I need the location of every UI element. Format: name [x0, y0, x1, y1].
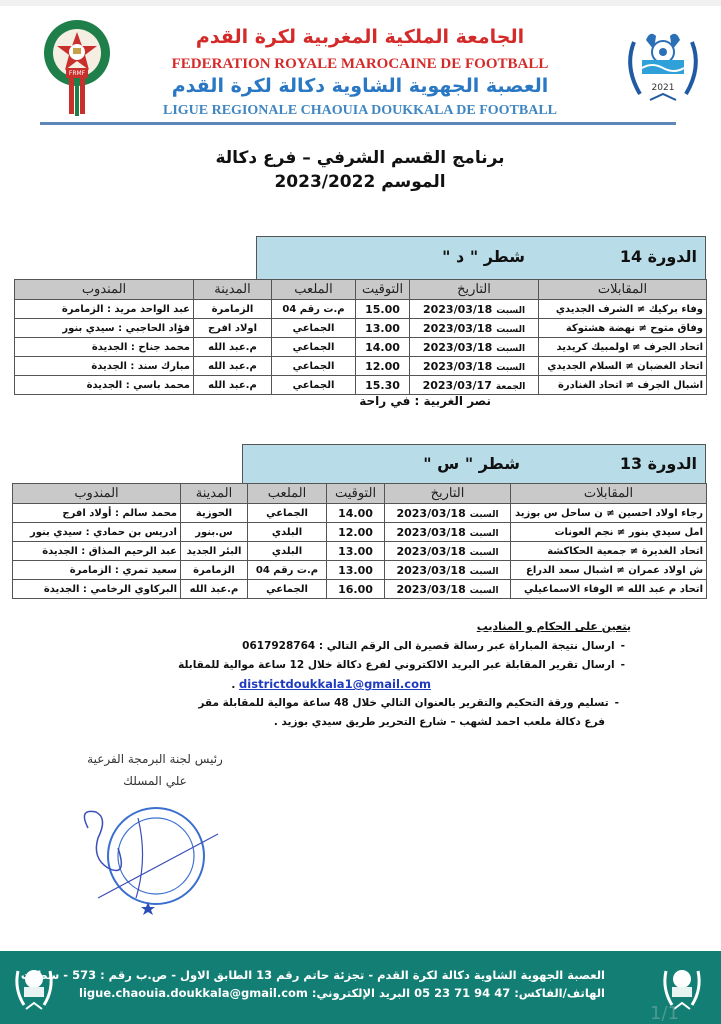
stadium-cell: م.ت رقم 04	[272, 300, 356, 319]
date-value: 2023/03/18	[396, 544, 466, 558]
signatory-role: رئيس لجنة البرمجة الفرعية	[87, 752, 223, 766]
date-cell	[385, 542, 511, 561]
bullet: -	[614, 697, 619, 709]
league-logo	[620, 22, 706, 108]
schedule-table-round-14	[14, 279, 707, 395]
group-label: شطر " د "	[442, 247, 525, 266]
date-value: 2023/03/18	[422, 340, 493, 354]
frmf-logo-text: FRMF	[68, 70, 86, 77]
col-time: التوقيت	[327, 484, 385, 504]
time-cell: 13.00	[327, 561, 385, 580]
league-name-french: LIGUE REGIONALE CHAOUIA DOUKKALA DE FOOTBALL	[162, 103, 557, 118]
city-cell: س.بنور	[181, 523, 248, 542]
table-row	[13, 523, 707, 542]
col-delegate: المندوب	[13, 484, 181, 504]
day-label: السبت	[469, 585, 499, 596]
instructions	[131, 620, 631, 732]
instruction-text: تسليم ورقة التحكيم والتقرير بالعنوان التالي خلال 48 ساعة موالية للمقابلة مقر	[198, 697, 609, 709]
date-cell	[410, 376, 539, 395]
col-matches: المقابلات	[539, 280, 707, 300]
date-value: 2023/03/18	[396, 563, 466, 577]
stadium-cell: الجماعي	[272, 319, 356, 338]
time-cell: 12.00	[327, 523, 385, 542]
delegate-cell: محمد جناح : الجديدة	[15, 338, 194, 357]
match-cell: اتحاد م عبد الله ≠ الوفاء الاسماعيلي	[511, 580, 707, 599]
time-cell: 14.00	[327, 504, 385, 523]
table-row	[13, 561, 707, 580]
match-cell: وفاق متوح ≠ نهضة هشتوكة	[539, 319, 707, 338]
city-cell: الزمامرة	[194, 300, 272, 319]
table-row	[15, 338, 707, 357]
stadium-cell: البلدي	[248, 523, 327, 542]
stadium-cell: الجماعي	[272, 376, 356, 395]
date-value: 2023/03/18	[396, 525, 466, 539]
date-value: 2023/03/18	[396, 506, 466, 520]
round-label: الدورة 13	[619, 454, 697, 473]
bullet: -	[620, 659, 625, 671]
time-cell: 12.00	[356, 357, 410, 376]
date-cell	[410, 357, 539, 376]
round-label: الدورة 14	[619, 247, 697, 266]
table-row	[13, 542, 707, 561]
col-date: التاريخ	[385, 484, 511, 504]
table-row	[13, 580, 707, 599]
city-cell: الزمامرة	[181, 561, 248, 580]
city-cell: م.عبد الله	[181, 580, 248, 599]
stadium-cell: الجماعي	[248, 580, 327, 599]
group-label: شطر " س "	[423, 454, 520, 473]
round-14-banner	[256, 236, 706, 280]
city-cell: الحوزية	[181, 504, 248, 523]
date-cell	[410, 338, 539, 357]
instruction-text: ارسال نتيجة المباراة عبر رسالة قصيرة الى الرقم التالي : 0617928764	[242, 640, 615, 652]
col-stadium: الملعب	[248, 484, 327, 504]
table-row	[15, 357, 707, 376]
email-suffix: .	[231, 679, 236, 691]
date-cell	[385, 504, 511, 523]
document-title: برنامج القسم الشرفي – فرع دكالة	[215, 148, 505, 168]
rest-note: نصر الغربية : في راحة	[359, 394, 491, 408]
time-cell: 16.00	[327, 580, 385, 599]
footer-address: العصبة الجهوية الشاوية دكالة لكرة القدم - تجزئة حاتم رقم 13 الطابق الاول - ص.ب رقم : 573 - سطات	[20, 968, 605, 982]
day-label: السبت	[496, 305, 526, 316]
time-cell: 15.00	[356, 300, 410, 319]
stadium-cell: الجماعي	[272, 357, 356, 376]
col-date: التاريخ	[410, 280, 539, 300]
league-name-arabic: العصبة الجهوية الشاوية دكالة لكرة القدم	[171, 75, 549, 97]
date-value: 2023/03/18	[422, 359, 493, 373]
top-strip	[0, 0, 721, 6]
instruction-text: ارسال تقرير المقابلة عبر البريد الالكتروني لفرع دكالة خلال 12 ساعة موالية للمقابلة	[178, 659, 615, 671]
delegate-cell: ادريس بن حمادي : سيدي بنور	[13, 523, 181, 542]
date-value: 2023/03/18	[422, 302, 493, 316]
match-cell: اتحاد الغضبان ≠ السلام الجديدي	[539, 357, 707, 376]
stadium-cell: الجماعي	[272, 338, 356, 357]
city-cell: م.عبد الله	[194, 338, 272, 357]
footer	[0, 951, 721, 1024]
city-cell: اولاد افرج	[194, 319, 272, 338]
match-cell: اشبال الجرف ≠ اتحاد الغنادرة	[539, 376, 707, 395]
date-cell	[385, 580, 511, 599]
instructions-title: يتعين على الحكام و المناديب	[476, 620, 631, 633]
col-matches: المقابلات	[511, 484, 707, 504]
table-header-row	[13, 484, 707, 504]
table-row	[13, 504, 707, 523]
delegate-cell: محمد سالم : أولاد افرج	[13, 504, 181, 523]
federation-name-arabic: الجامعة الملكية المغربية لكرة القدم	[195, 26, 525, 48]
day-label: السبت	[496, 324, 526, 335]
day-label: السبت	[469, 509, 499, 520]
city-cell: البئر الجديد	[181, 542, 248, 561]
header-divider	[40, 122, 676, 125]
col-stadium: الملعب	[272, 280, 356, 300]
email-line	[131, 675, 431, 694]
date-cell	[385, 561, 511, 580]
delegate-cell: عبد الواحد مريد : الزمامرة	[15, 300, 194, 319]
col-time: التوقيت	[356, 280, 410, 300]
season-title: الموسم 2023/2022	[274, 172, 446, 192]
league-logo-year: 2021	[651, 83, 675, 93]
col-city: المدينة	[194, 280, 272, 300]
signatory-name: علي المسلك	[123, 774, 187, 788]
bullet: -	[620, 640, 625, 652]
table-row	[15, 300, 707, 319]
official-stamp	[68, 798, 228, 916]
delegate-cell: سعيد تمري : الزمامرة	[13, 561, 181, 580]
table-header-row	[15, 280, 707, 300]
time-cell: 15.30	[356, 376, 410, 395]
date-cell	[410, 300, 539, 319]
table-row	[15, 319, 707, 338]
match-cell: رجاء اولاد احسين ≠ ن ساحل س بوزيد	[511, 504, 707, 523]
day-label: الجمعة	[495, 381, 526, 392]
date-value: 2023/03/18	[422, 321, 493, 335]
match-cell: اتحاد الجرف ≠ اولمبيك كريديد	[539, 338, 707, 357]
match-cell: امل سيدي بنور ≠ نجم العونات	[511, 523, 707, 542]
footer-contact: الهاتف/الفاكس: 47 94 71 23 05 البريد الإلكتروني: ligue.chaouia.doukkala@gmail.com	[79, 986, 605, 1000]
date-value: 2023/03/17	[422, 378, 492, 392]
instruction-item	[131, 637, 625, 656]
stadium-cell: الجماعي	[248, 504, 327, 523]
delegate-cell: مبارك سند : الجديدة	[15, 357, 194, 376]
date-value: 2023/03/18	[396, 582, 466, 596]
time-cell: 14.00	[356, 338, 410, 357]
federation-name-french: FEDERATION ROYALE MAROCAINE DE FOOTBALL	[171, 56, 549, 72]
email-link[interactable]: districtdoukkala1@gmail.com	[239, 677, 431, 691]
delegate-cell: البركاوي الرخامي : الجديدة	[13, 580, 181, 599]
col-city: المدينة	[181, 484, 248, 504]
day-label: السبت	[469, 547, 499, 558]
match-cell: وفاء بركيك ≠ الشرف الجديدي	[539, 300, 707, 319]
delegate-cell: عبد الرحيم المذاق : الجديدة	[13, 542, 181, 561]
instruction-item	[131, 694, 619, 713]
city-cell: م.عبد الله	[194, 357, 272, 376]
round-13-banner	[242, 444, 706, 484]
delegate-cell: فؤاد الحاجبي : سيدي بنور	[15, 319, 194, 338]
page-number: 1/1	[650, 1003, 679, 1024]
instruction-text-continued: فرع دكالة ملعب احمد لشهب – شارع التحرير طريق سيدي بوزيد .	[273, 716, 605, 728]
day-label: السبت	[496, 362, 526, 373]
stadium-cell: م.ت رقم 04	[248, 561, 327, 580]
date-cell	[410, 319, 539, 338]
day-label: السبت	[469, 566, 499, 577]
stadium-cell: البلدي	[248, 542, 327, 561]
day-label: السبت	[496, 343, 526, 354]
date-cell	[385, 523, 511, 542]
instruction-item	[131, 656, 625, 675]
col-delegate: المندوب	[15, 280, 194, 300]
match-cell: اتحاد الغديرة ≠ جمعية الحكاكشة	[511, 542, 707, 561]
day-label: السبت	[469, 528, 499, 539]
schedule-table-round-13	[12, 483, 707, 599]
delegate-cell: محمد باسي : الجديدة	[15, 376, 194, 395]
time-cell: 13.00	[327, 542, 385, 561]
match-cell: ش اولاد عمران ≠ اشبال سعد الدراع	[511, 561, 707, 580]
time-cell: 13.00	[356, 319, 410, 338]
city-cell: م.عبد الله	[194, 376, 272, 395]
table-row	[15, 376, 707, 395]
